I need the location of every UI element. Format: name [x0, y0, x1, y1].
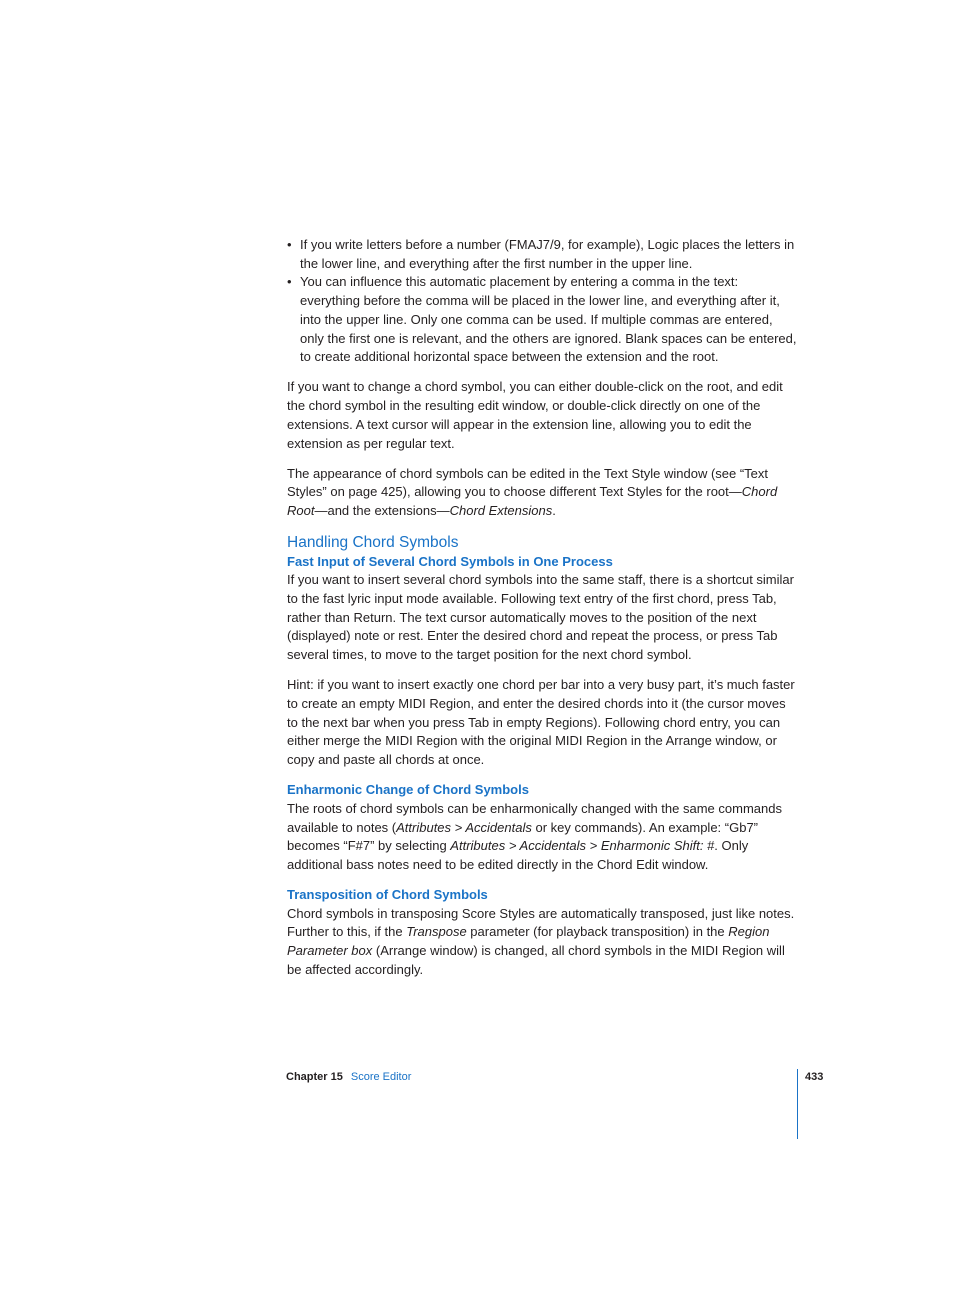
- italic-run: Attributes > Accidentals: [396, 819, 532, 835]
- text-run: The roots of chord symbols can be enharmonically changed with the same commands available to notes (: [287, 800, 782, 835]
- footer-divider: [797, 1069, 798, 1139]
- italic-run: Chord Root: [287, 484, 778, 519]
- text-run: (Arrange window) is changed, all chord symbols in the MIDI Region will be affected accordingly.: [287, 943, 785, 977]
- italic-run: Transpose: [406, 924, 467, 940]
- text-run: parameter (for playback transposition) in the: [466, 924, 729, 940]
- page-footer: [286, 1070, 411, 1084]
- paragraph-hint: Hint: if you want to insert exactly one chord per bar into a very busy part, it’s much faster to create an empty MIDI Region, and enter the desired chords into it (the cursor moves to the next bar when you press Tab in empty Regions). Following chord entry, you can either merge the MIDI Region with the original MIDI Region in the Arrange window, or copy and paste all chords at once.: [287, 677, 795, 768]
- paragraph-transposition: [287, 905, 797, 980]
- footer-chapter: Chapter 15: [286, 1071, 343, 1083]
- bullet-list: [287, 236, 797, 367]
- text-run: or key commands). An example: “Gb7” becomes “F#7” by selecting: [287, 819, 759, 854]
- subheading-enharmonic: Enharmonic Change of Chord Symbols: [287, 782, 529, 798]
- paragraph-change-chord: If you want to change a chord symbol, you can either double-click on the root, and edit the chord symbol in the resulting edit window, or double-click directly on one of the extensions. A text cursor will appear in the extension line, allowing you to edit the extension as per regular text.: [287, 379, 783, 451]
- page-body: [287, 236, 797, 980]
- italic-run: Attributes > Accidentals > Enharmonic Shift: #: [450, 838, 715, 854]
- subheading-transposition: Transposition of Chord Symbols: [287, 887, 488, 903]
- text-run: . Only additional bass notes need to be edited directly in the Chord Edit window.: [287, 838, 749, 872]
- bullet-item: [287, 273, 797, 367]
- text-run: Chord symbols in transposing Score Styles are automatically transposed, just like notes. Further to this, if the: [287, 905, 795, 940]
- bullet-symbol: •: [287, 274, 292, 290]
- footer-chapter-title: Score Editor: [350, 1071, 412, 1083]
- italic-run: Chord Extensions: [449, 503, 553, 519]
- section-heading: Handling Chord Symbols: [287, 533, 459, 551]
- text-run: —and the extensions—: [314, 503, 450, 519]
- italic-run: Region Parameter box: [287, 924, 770, 959]
- paragraph-enharmonic: [287, 800, 797, 875]
- subheading-fast-input: Fast Input of Several Chord Symbols in One Process: [287, 553, 613, 569]
- bullet-text: If you write letters before a number (FMAJ7/9, for example), Logic places the letters in the lower line, and everything after the first number in the upper line.: [300, 237, 795, 271]
- text-run: The appearance of chord symbols can be edited in the Text Style window (see “Text Styles” on page 425), allowing you to choose different Text Styles for the root—: [287, 465, 769, 500]
- paragraph-fast-input: If you want to insert several chord symbols into the same staff, there is a shortcut similar to the fast lyric input mode available. Following text entry of the first chord, press Tab, rather than Return. The text cursor automatically moves to the position of the next (displayed) note or rest. Enter the desired chord and repeat the process, or press Tab several times, to move to the target position for the next chord symbol.: [287, 572, 794, 663]
- bullet-text: You can influence this automatic placement by entering a comma in the text: everything before the comma will be placed in the lower line, and everything after it, into the upper line. Only one comma can be used. If multiple commas are entered, only the first one is relevant, and the others are ignored. Blank spaces can be entered, to create additional horizontal space between the extension and the root.: [300, 274, 797, 365]
- page-number: 433: [805, 1071, 824, 1083]
- paragraph-appearance: [287, 465, 797, 521]
- text-run: .: [552, 503, 556, 519]
- bullet-item: [287, 236, 797, 273]
- bullet-symbol: •: [287, 237, 292, 252]
